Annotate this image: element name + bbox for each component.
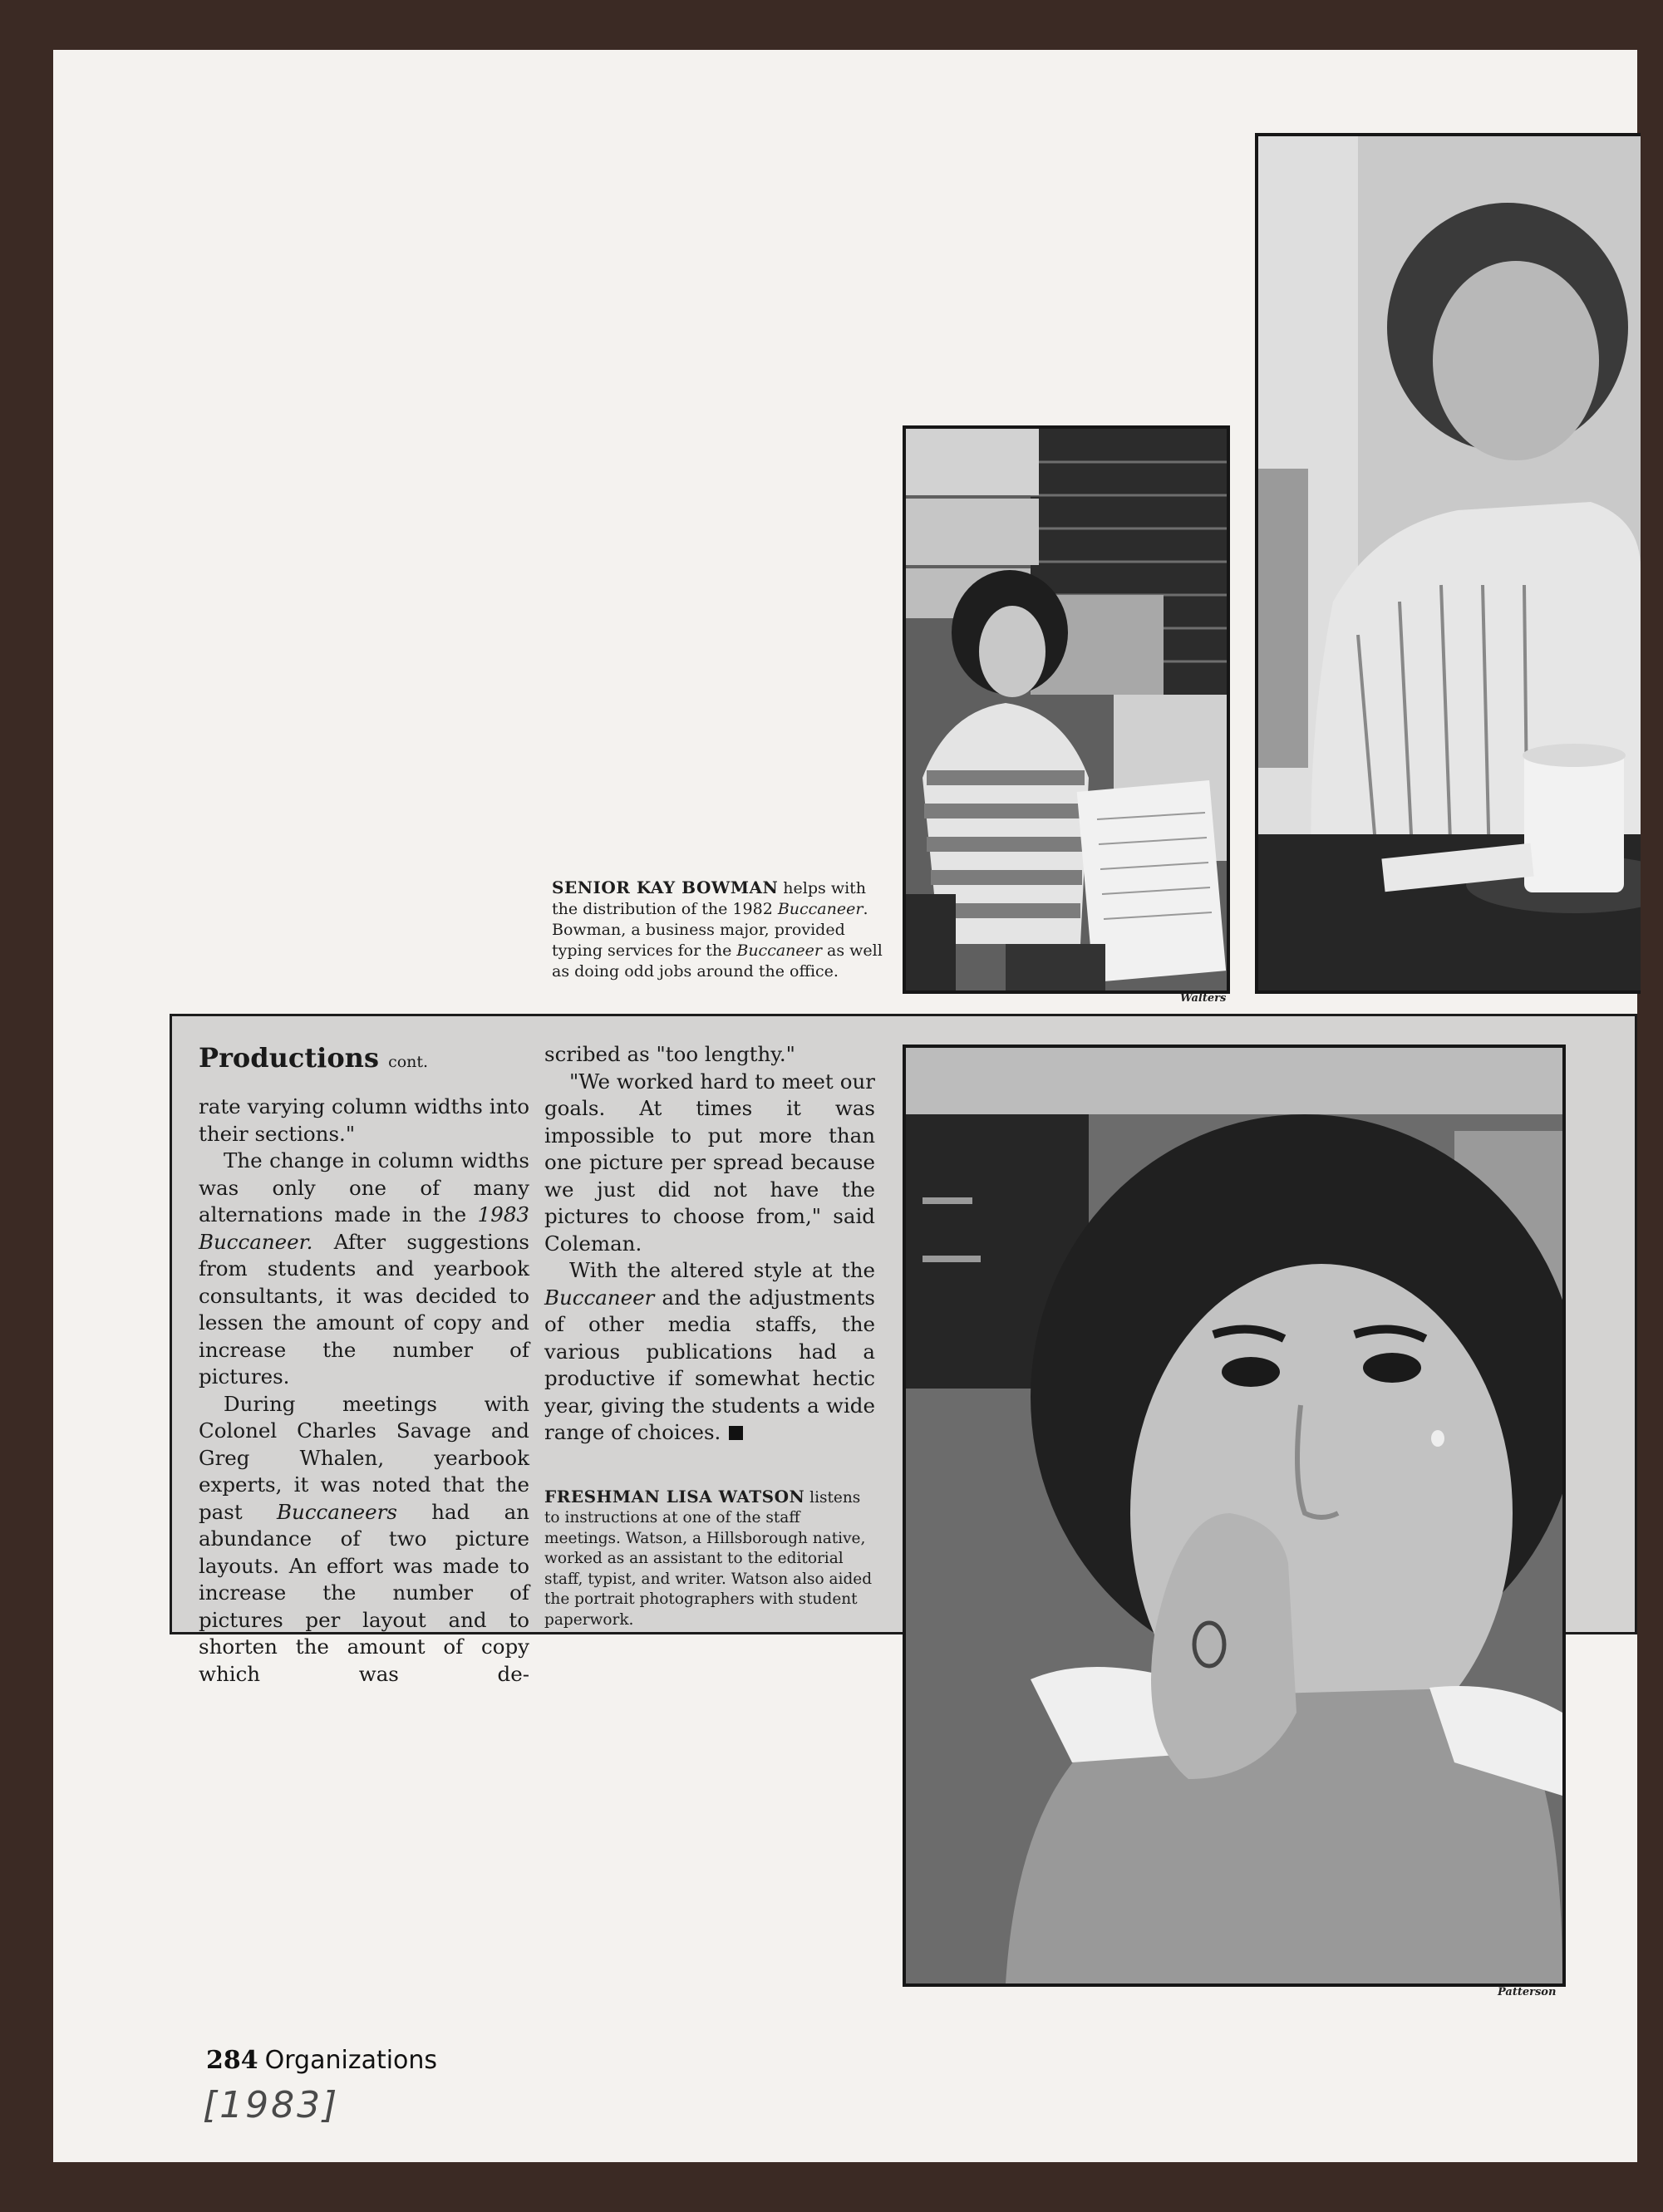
caption-lead: SENIOR KAY BOWMAN	[552, 877, 779, 897]
paragraph: The change in column widths was only one of many alternations made in the 1983 Buccaneer. After suggestions from students and yearbook consultants, it was decided to lessen the amount of copy and increase the number of pictures.	[199, 1148, 529, 1389]
photo-credit-patterson: Patterson	[1498, 1986, 1557, 1998]
paragraph: During meetings with Colonel Charles Savage and Greg Whalen, yearbook experts, it was noted that the past Buccaneers had an abundance of two picture layouts. An effort was made to increase the number of pictures per layout and to shorten the amount of copy which was de-	[199, 1391, 530, 1686]
article-column-1	[199, 1041, 529, 1688]
article-column-2	[544, 1041, 875, 1630]
caption-kay-bowman: SENIOR KAY BOWMAN helps with the distribution of the 1982 Buccaneer. Bowman, a business major, provided typing services for the Buccaneer as well as doing odd jobs around the office.	[552, 877, 883, 981]
end-mark-icon	[729, 1426, 743, 1440]
paragraph: scribed as "too lengthy."	[544, 1042, 795, 1066]
page-section: Organizations	[264, 2046, 438, 2075]
photo-kay-bowman	[903, 425, 1230, 994]
photo-bowman-image	[906, 429, 1227, 990]
page-footer	[206, 2046, 437, 2075]
photo-top-right	[1255, 133, 1641, 994]
article-heading: Productions cont.	[199, 1042, 429, 1074]
paragraph: rate varying column widths into their sections."	[199, 1094, 529, 1146]
photo-credit-walters: Walters	[1180, 992, 1227, 1005]
page-number: 284	[206, 2046, 258, 2075]
paragraph: "We worked hard to meet our goals. At times it was impossible to put more than one picture per spread because we just did not have the pictures to choose from," said Coleman.	[544, 1069, 875, 1256]
archive-handwritten-note: [1983]	[203, 2084, 340, 2126]
photo-woman-at-desk	[1258, 136, 1641, 990]
yearbook-page	[53, 50, 1637, 2162]
photo-watson-image	[906, 1048, 1562, 1983]
caption-lisa-watson: FRESHMAN LISA WATSON listens to instructions at one of the staff meetings. Watson, a Hillsborough native, worked as an assistant to the editorial staff, typist, and writer. Watson also aided the portrait photographers with student paperwork.	[544, 1486, 873, 1629]
paragraph: With the altered style at the Buccaneer and the adjustments of other media staffs, the various publications had a productive if somewhat hectic year, giving the students a wide range of choices.	[544, 1258, 875, 1444]
photo-lisa-watson	[903, 1045, 1566, 1987]
